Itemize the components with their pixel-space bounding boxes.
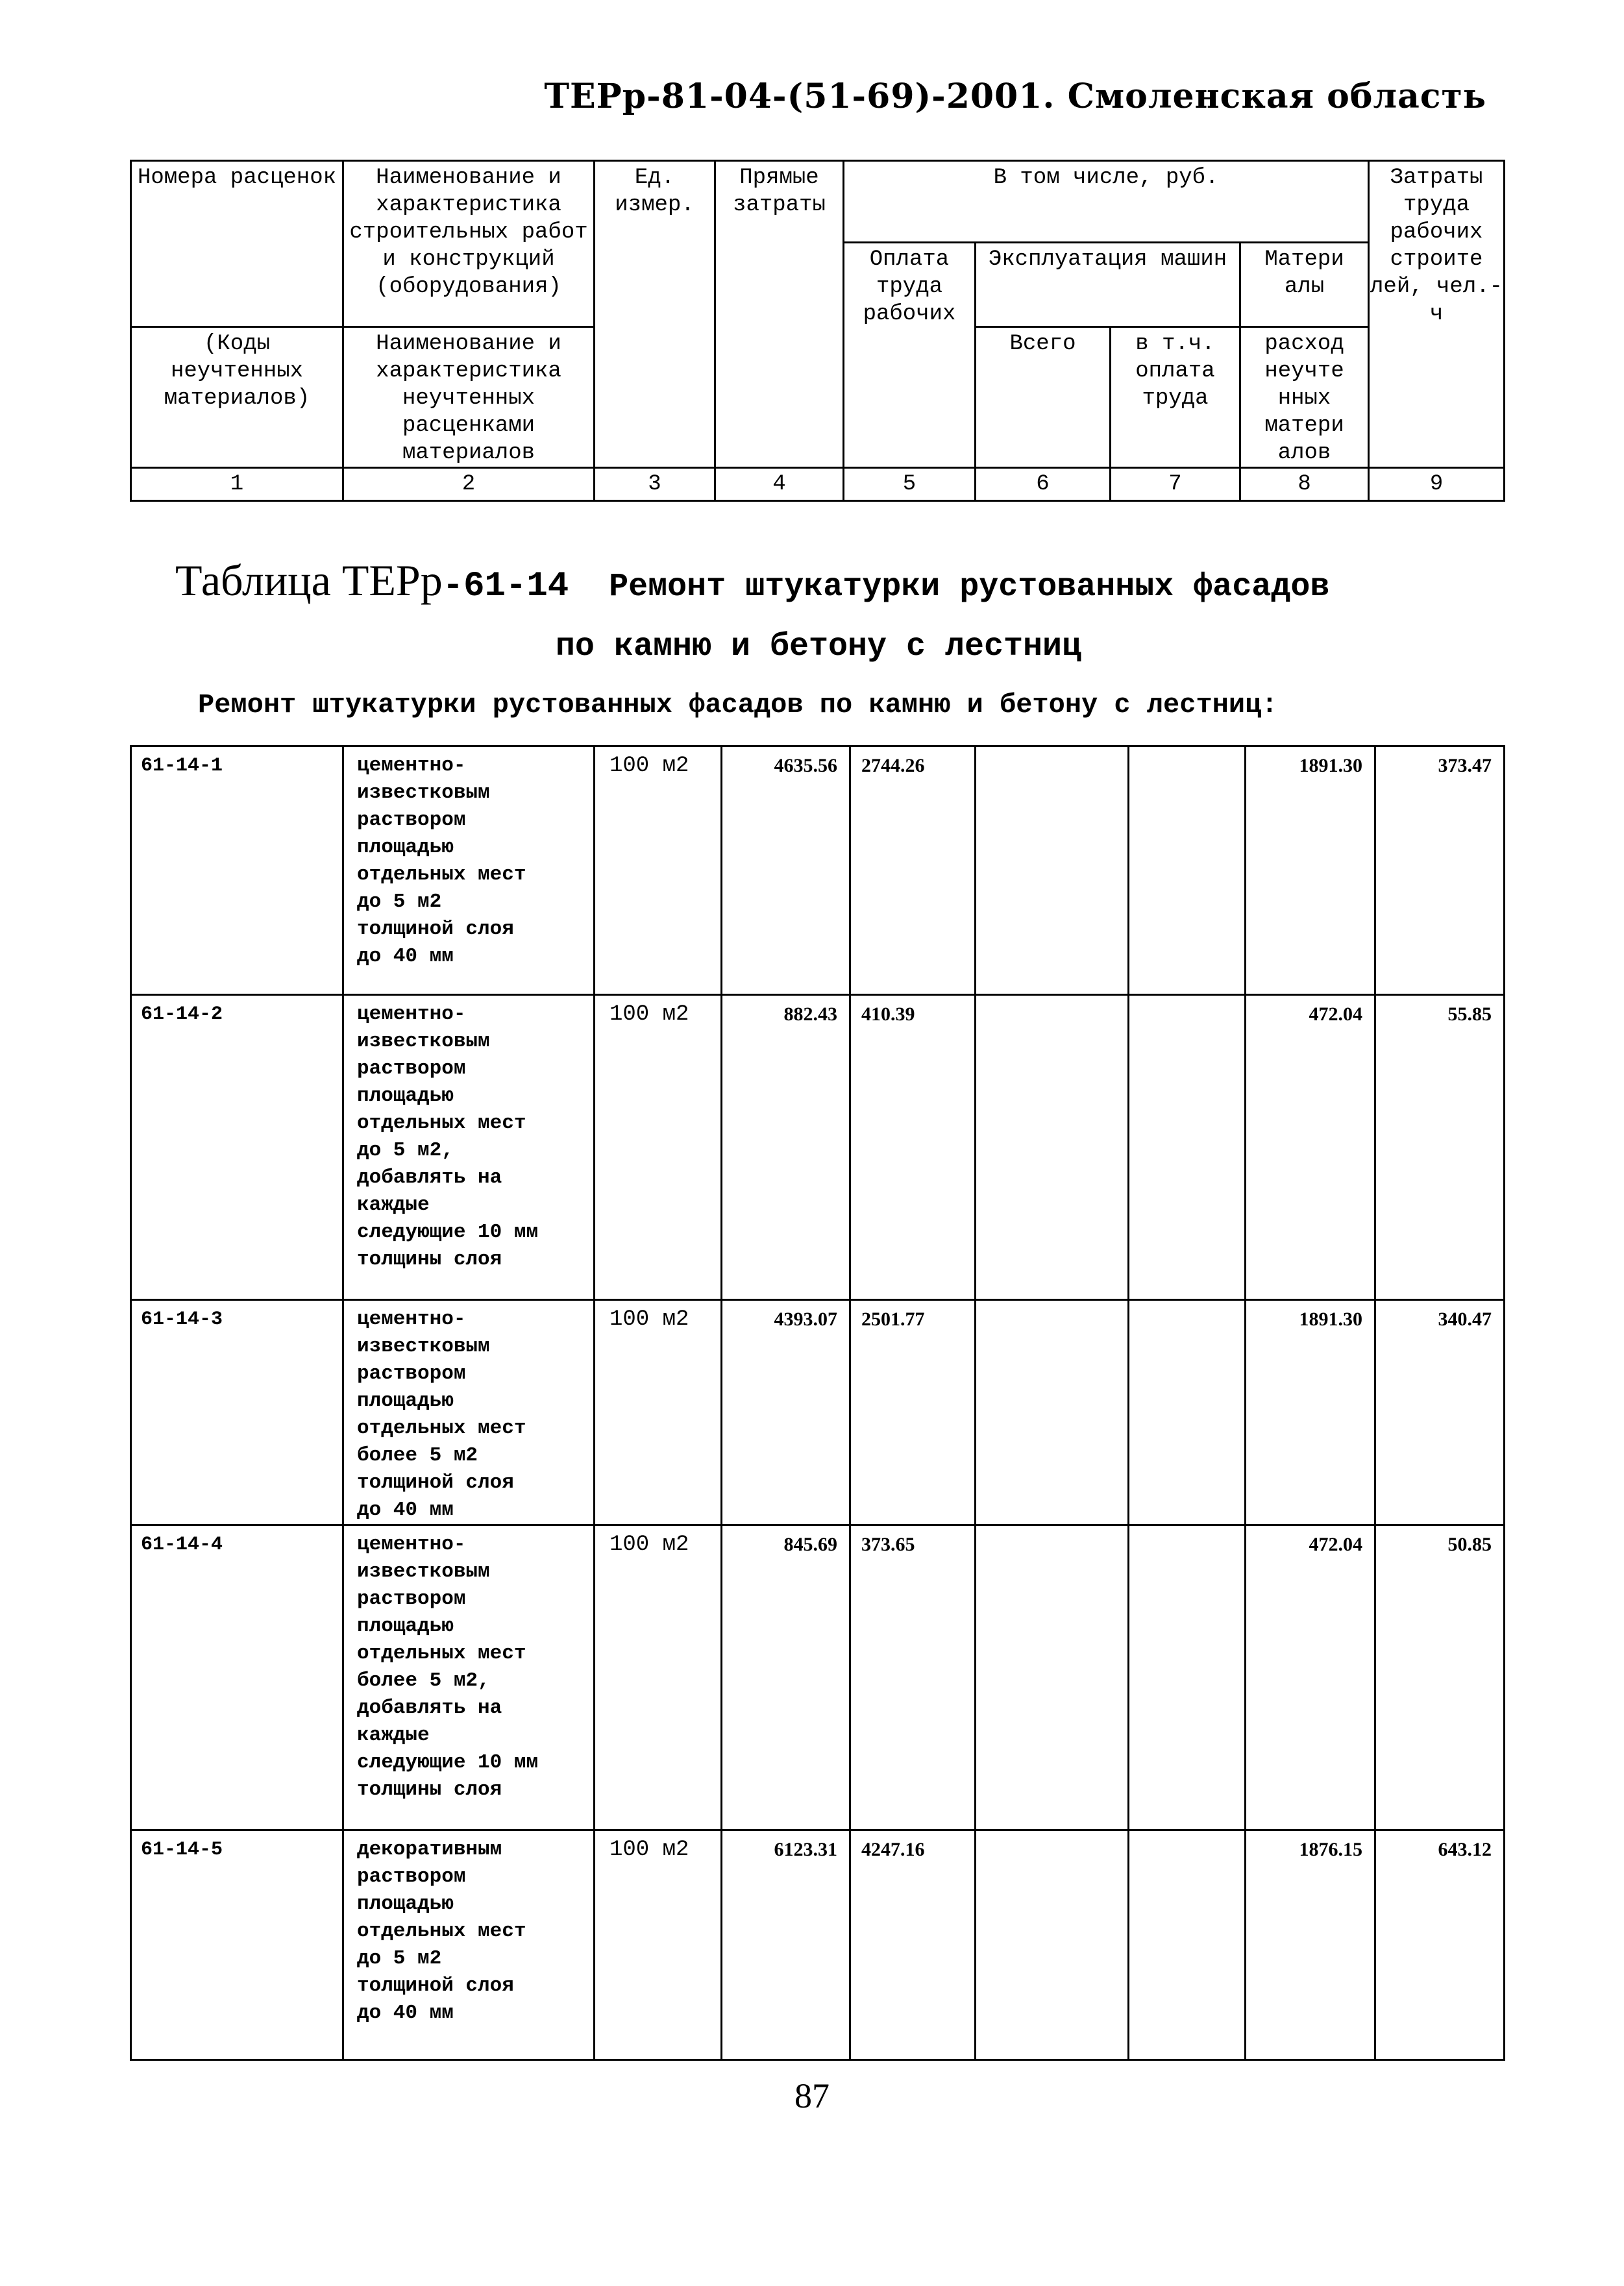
rate-code: 61-14-1: [131, 746, 343, 995]
machines-value: [976, 1300, 1129, 1525]
rate-unit: 100 м2: [595, 1525, 722, 1830]
table-caption: [175, 555, 1329, 606]
machines-labor-value: [1129, 1525, 1246, 1830]
materials-value: 1891.30: [1246, 746, 1375, 995]
labor-pay-value: 4247.16: [850, 1830, 976, 2060]
table-row: [131, 1300, 1505, 1525]
rate-code: 61-14-2: [131, 995, 343, 1300]
header-materials-consumption: расход неучте нных матери алов: [1240, 327, 1369, 468]
header-including: В том числе, руб.: [844, 161, 1369, 243]
rate-unit: 100 м2: [595, 746, 722, 995]
header-work-name: Наименование и характеристика строительных работ и конструкций (оборудования): [343, 161, 595, 327]
direct-costs-value: 882.43: [722, 995, 850, 1300]
table-label: Таблица ТЕРр: [175, 556, 443, 605]
labor-pay-value: 2501.77: [850, 1300, 976, 1525]
machines-value: [976, 1830, 1129, 2060]
machines-value: [976, 746, 1129, 995]
running-header: ТЕРр-81-04-(51-69)-2001. Смоленская область: [544, 77, 1486, 116]
rate-description: цементно- известковым раствором площадью отдельных мест более 5 м2 толщиной слоя до 40 мм: [343, 1300, 595, 1525]
header-materials: Матери алы: [1240, 243, 1369, 327]
header-material-name: Наименование и характеристика неучтенных расценками материалов: [343, 327, 595, 468]
column-number: 7: [1111, 468, 1240, 501]
column-header-table: [130, 160, 1505, 502]
table-title-line1: Ремонт штукатурки рустованных фасадов: [609, 569, 1330, 606]
machines-labor-value: [1129, 1300, 1246, 1525]
rates-table: [130, 745, 1505, 2061]
header-rate-numbers: Номера расценок: [131, 161, 343, 327]
labor-hours-value: 643.12: [1375, 1830, 1505, 2060]
labor-pay-value: 373.65: [850, 1525, 976, 1830]
direct-costs-value: 4393.07: [722, 1300, 850, 1525]
table-row: [131, 1830, 1505, 2060]
rate-unit: 100 м2: [595, 995, 722, 1300]
column-number: 9: [1369, 468, 1505, 501]
direct-costs-value: 845.69: [722, 1525, 850, 1830]
page-number: 87: [794, 2076, 830, 2115]
header-machines: Эксплуатация машин: [976, 243, 1240, 327]
header-machines-total: Всего: [976, 327, 1111, 468]
rate-description: цементно- известковым раствором площадью отдельных мест более 5 м2, добавлять на каждые следующие 10 мм толщины слоя: [343, 1525, 595, 1830]
machines-labor-value: [1129, 746, 1246, 995]
column-number: 3: [595, 468, 715, 501]
table-row: [131, 1525, 1505, 1830]
labor-hours-value: 55.85: [1375, 995, 1505, 1300]
labor-hours-value: 373.47: [1375, 746, 1505, 995]
column-number: 1: [131, 468, 343, 501]
materials-value: 1876.15: [1246, 1830, 1375, 2060]
header-labor-costs: Затраты труда рабочих строите лей, чел.-ч: [1369, 161, 1505, 468]
header-material-codes: (Коды неучтенных материалов): [131, 327, 343, 468]
header-machines-labor: в т.ч. оплата труда: [1111, 327, 1240, 468]
materials-value: 472.04: [1246, 995, 1375, 1300]
machines-value: [976, 995, 1129, 1300]
rate-description: цементно- известковым раствором площадью отдельных мест до 5 м2 толщиной слоя до 40 мм: [343, 746, 595, 995]
table-number: -61-14: [442, 567, 569, 606]
rate-unit: 100 м2: [595, 1830, 722, 2060]
column-number: 6: [976, 468, 1111, 501]
rate-code: 61-14-3: [131, 1300, 343, 1525]
header-unit: Ед. измер.: [595, 161, 715, 468]
direct-costs-value: 4635.56: [722, 746, 850, 995]
machines-labor-value: [1129, 995, 1246, 1300]
materials-value: 472.04: [1246, 1525, 1375, 1830]
rate-unit: 100 м2: [595, 1300, 722, 1525]
table-row: [131, 995, 1505, 1300]
labor-pay-value: 410.39: [850, 995, 976, 1300]
table-row: [131, 746, 1505, 995]
labor-hours-value: 50.85: [1375, 1525, 1505, 1830]
column-number: 2: [343, 468, 595, 501]
header-direct-costs: Прямые затраты: [715, 161, 844, 468]
column-number: 4: [715, 468, 844, 501]
header-labor-pay: Оплата труда рабочих: [844, 243, 976, 468]
direct-costs-value: 6123.31: [722, 1830, 850, 2060]
materials-value: 1891.30: [1246, 1300, 1375, 1525]
rate-description: декоративным раствором площадью отдельных мест до 5 м2 толщиной слоя до 40 мм: [343, 1830, 595, 2060]
labor-pay-value: 2744.26: [850, 746, 976, 995]
machines-labor-value: [1129, 1830, 1246, 2060]
rate-code: 61-14-5: [131, 1830, 343, 2060]
rate-description: цементно- известковым раствором площадью отдельных мест до 5 м2, добавлять на каждые следующие 10 мм толщины слоя: [343, 995, 595, 1300]
column-number: 5: [844, 468, 976, 501]
table-title-line2: по камню и бетону с лестниц: [555, 628, 1082, 665]
labor-hours-value: 340.47: [1375, 1300, 1505, 1525]
section-subheading: Ремонт штукатурки рустованных фасадов по камню и бетону с лестниц:: [198, 689, 1278, 720]
column-number: 8: [1240, 468, 1369, 501]
rate-code: 61-14-4: [131, 1525, 343, 1830]
machines-value: [976, 1525, 1129, 1830]
